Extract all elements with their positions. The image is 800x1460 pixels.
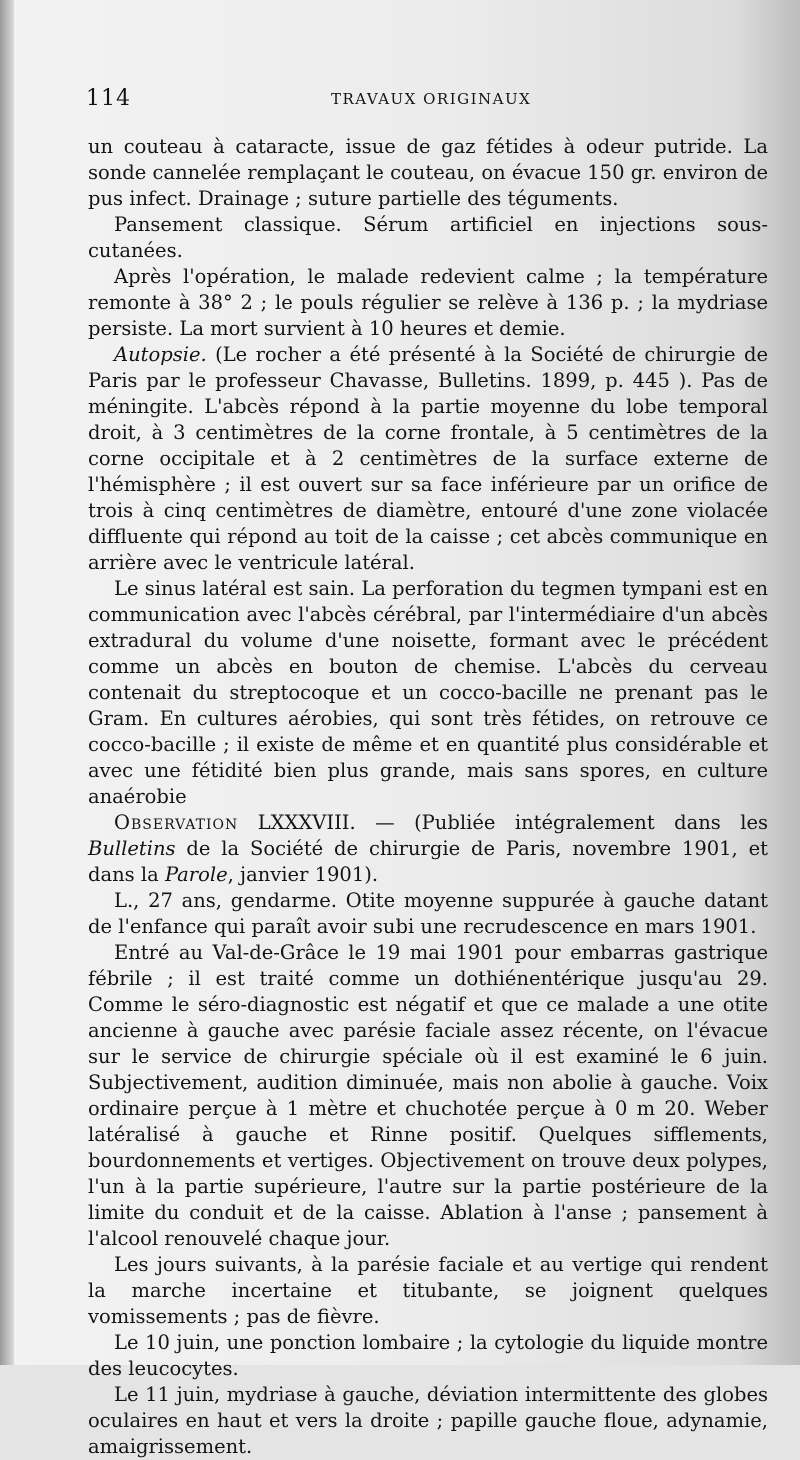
paragraph: L., 27 ans, gendarme. Otite moyenne suppurée à gauche datant de l'enfance qui paraît avoir subi une recrudescence en mars 1901. — [88, 889, 768, 938]
observation-text-c: , janvier 1901). — [227, 863, 379, 886]
paragraph: Le 10 juin, une ponction lombaire ; la cytologie du liquide montre des leucocytes. — [88, 1331, 768, 1380]
observation-number: LXXXVIII. — [257, 811, 356, 834]
paragraph: Le 11 juin, mydriase à gauche, déviation intermittente des globes oculaires en haut et vers la droite ; papille gauche floue, adynamie, amaigrissement. — [88, 1383, 768, 1458]
page-header — [86, 86, 740, 116]
paragraph: Pansement classique. Sérum artificiel en injections sous-cutanées. — [88, 213, 768, 262]
observation-label: Observation — [114, 811, 239, 834]
paragraph: un couteau à cataracte, issue de gaz fétides à odeur putride. La sonde cannelée remplaçant le couteau, on évacue 150 gr. environ de pus infect. Drainage ; suture partielle des téguments. — [88, 135, 768, 210]
page-number: 114 — [86, 86, 131, 111]
page-gutter-shadow — [0, 0, 14, 1365]
autopsy-paragraph — [88, 342, 768, 576]
paragraph: Le sinus latéral est sain. La perforation du tegmen tympani est en communication avec l'abcès cérébral, par l'intermédiaire d'un abcès extradural du volume d'une noisette, formant avec le précédent comme un abcès en bouton de chemise. L'abcès du cerveau contenait du streptocoque et un cocco-bacille ne prenant pas le Gram. En cultures aérobies, qui sont très fétides, on retrouve ce cocco-bacille ; il existe de même et en quantité plus considérable et avec une fétidité bien plus grande, mais sans spores, en culture anaérobie — [88, 577, 768, 808]
autopsy-text: (Le rocher a été présenté à la Société de chirurgie de Paris par le professeur Chavasse, Bulletins. 1899, p. 445 ). Pas de méningite. L'abcès répond à la partie moyenne du lobe temporal droit, à 3 centimètres de la corne frontale, à 5 centimètres de la corne occipitale et à 2 centimètres de la surface externe de l'hémisphère ; il est ouvert sur sa face inférieure par un orifice de trois à cinq centimètres de diamètre, entouré d'une zone violacée diffluente qui répond au toit de la caisse ; cet abcès communique en arrière avec le ventricule latéral. — [88, 343, 768, 574]
observation-italic-parole: Parole — [164, 863, 228, 886]
autopsy-heading: Autopsie. — [114, 343, 207, 366]
paragraph: Les jours suivants, à la parésie faciale et au vertige qui rendent la marche incertaine et titubante, se joignent quelques vomissements ; pas de fièvre. — [88, 1253, 768, 1328]
observation-italic-bulletins: Bulletins — [88, 837, 176, 860]
paragraph: Entré au Val-de-Grâce le 19 mai 1901 pour embarras gastrique fébrile ; il est traité comme un dothiénentérique jusqu'au 29. Comme le séro-diagnostic est négatif et que ce malade a une otite ancienne à gauche avec parésie faciale assez récente, on l'évacue sur le service de chirurgie spéciale où il est examiné le 6 juin. Subjectivement, audition diminuée, mais non abolie à gauche. Voix ordinaire perçue à 1 mètre et chuchotée perçue à 0 m 20. Weber latéralisé à gauche et Rinne positif. Quelques sifflements, bourdonnements et vertiges. Objectivement on trouve deux polypes, l'un à la partie supérieure, l'autre sur la partie postérieure de la limite du conduit et de la caisse. Ablation à l'anse ; pansement à l'alcool renouvelé chaque jour. — [88, 941, 768, 1250]
observation-text-a: — (Publiée intégralement dans les — [355, 811, 769, 834]
paragraph: Après l'opération, le malade redevient calme ; la température remonte à 38° 2 ; le pouls régulier se relève à 136 p. ; la mydriase persiste. La mort survient à 10 heures et demie. — [88, 265, 768, 340]
observation-text-b: de la Société de chirurgie de Paris, novembre 1901, et dans la — [88, 837, 768, 886]
running-head: TRAVAUX ORIGINAUX — [331, 90, 532, 108]
body-text — [88, 134, 768, 1460]
observation-heading — [88, 810, 768, 888]
